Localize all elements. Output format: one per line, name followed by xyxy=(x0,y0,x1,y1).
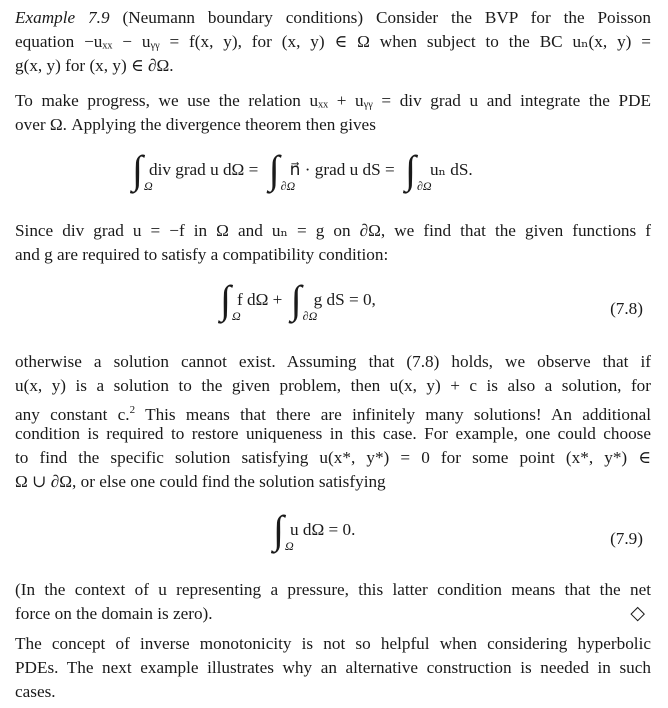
equation-7-9-body xyxy=(273,507,356,570)
integral-sign: ∫ ∂Ω xyxy=(404,147,432,193)
para3-line-3-b: This means that there are infinitely many solutions! An additional xyxy=(135,405,651,424)
integral-domain: Ω xyxy=(144,179,153,193)
example-paragraph xyxy=(15,6,651,78)
divergence-equation-body xyxy=(132,147,473,210)
para1-line-2: over Ω. Applying the divergence theorem then gives xyxy=(15,115,376,134)
para1-line-1: To make progress, we use the relation uₓₓ + uᵧᵧ = div grad u and integrate the PDE xyxy=(15,91,651,110)
paragraph-compatibility xyxy=(15,219,651,267)
para5-line-2: PDEs. The next example illustrates why an alternative construction is needed in such xyxy=(15,658,651,677)
equation-term: uₙ dS. xyxy=(429,160,473,179)
footnote-marker[interactable]: 2 xyxy=(129,404,136,416)
example-line-3: g(x, y) for (x, y) ∈ ∂Ω. xyxy=(15,56,174,75)
equation-term: u dΩ = 0. xyxy=(289,520,356,539)
paragraph-uniqueness xyxy=(15,350,651,494)
para3-line-3 xyxy=(15,398,651,422)
para3-line-1: otherwise a solution cannot exist. Assuming that (7.8) holds, we observe that if xyxy=(15,352,651,371)
integral-domain: ∂Ω xyxy=(280,179,296,193)
para2-line-1: Since div grad u = −f in Ω and uₙ = g on ∂Ω, we find that the given functions f xyxy=(15,221,651,240)
example-line-2: equation −uₓₓ − uᵧᵧ = f(x, y), for (x, y) ∈ Ω when subject to the BC uₙ(x, y) = xyxy=(15,32,651,51)
para4-line-1: (In the context of u representing a pressure, this latter condition means that the net xyxy=(15,580,651,599)
equation-7-8 xyxy=(15,277,651,340)
example-title: (Neumann boundary conditions) Consider the BVP for the Poisson xyxy=(109,8,651,27)
para5-line-1: The concept of inverse monotonicity is not so helpful when considering hyperbolic xyxy=(15,634,651,653)
para2-line-2: and g are required to satisfy a compatibility condition: xyxy=(15,245,389,264)
integral-sign: ∫ ∂Ω xyxy=(290,277,318,323)
paragraph-hyperbolic xyxy=(15,632,651,704)
equation-term: div grad u dΩ = xyxy=(148,160,259,179)
para3-line-2: u(x, y) is a solution to the given problem, then u(x, y) + c is also a solution, for xyxy=(15,376,651,395)
paragraph-pressure xyxy=(15,578,651,626)
integral-domain: ∂Ω xyxy=(416,179,432,193)
equation-7-8-body xyxy=(220,277,376,340)
para3-line-4: condition is required to restore uniqueness in this case. For example, one could choose xyxy=(15,424,651,443)
para4-line-2 xyxy=(15,602,651,626)
end-of-example-icon: ◇ xyxy=(630,603,645,624)
example-line-1 xyxy=(15,6,651,30)
integral-sign: ∫ Ω xyxy=(132,147,153,193)
equation-number: (7.9) xyxy=(610,529,643,548)
equation-term: n⃗ · grad u dS = xyxy=(289,160,395,179)
integral-domain: Ω xyxy=(285,539,294,553)
integral-sign: ∫ Ω xyxy=(220,277,241,323)
example-label: Example 7.9 xyxy=(15,8,110,27)
paragraph-progress xyxy=(15,89,651,137)
integral-sign: ∫ Ω xyxy=(273,507,294,553)
integral-sign: ∫ ∂Ω xyxy=(268,147,296,193)
para3-line-3-a: any constant c. xyxy=(15,405,130,424)
divergence-equation xyxy=(15,147,651,210)
integral-domain: ∂Ω xyxy=(302,309,318,323)
equation-term: f dΩ + xyxy=(236,290,283,309)
equation-term: g dS = 0, xyxy=(313,290,376,309)
para3-line-6: Ω ∪ ∂Ω, or else one could find the solution satisfying xyxy=(15,472,386,491)
para4-line-2-text: force on the domain is zero). xyxy=(15,604,213,623)
integral-domain: Ω xyxy=(232,309,241,323)
equation-7-9 xyxy=(15,507,651,570)
equation-number: (7.8) xyxy=(610,299,643,318)
para5-line-3: cases. xyxy=(15,682,56,701)
para3-line-5: to find the specific solution satisfying u(x*, y*) = 0 for some point (x*, y*) ∈ xyxy=(15,448,651,467)
